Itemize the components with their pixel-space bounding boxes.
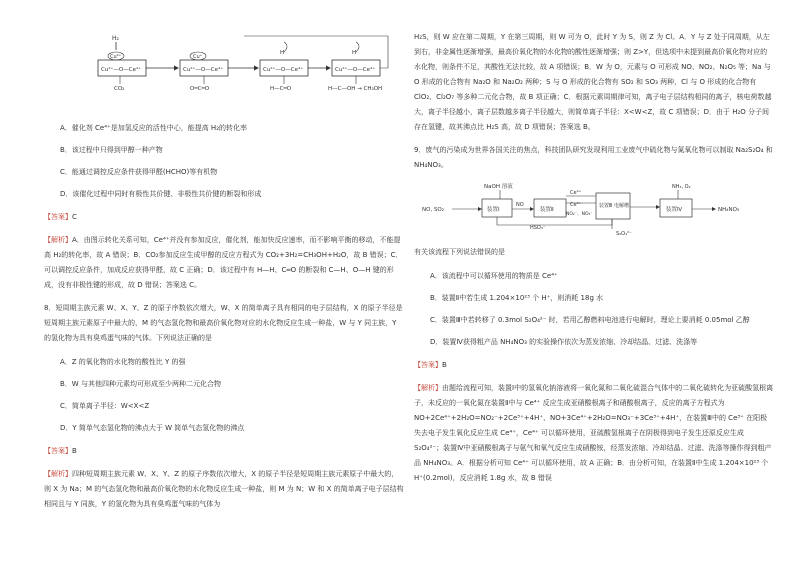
svg-text:NO₂⁻、NO₃⁻: NO₂⁻、NO₃⁻ <box>566 212 593 217</box>
svg-text:Ce⁴⁺: Ce⁴⁺ <box>570 190 582 196</box>
svg-text:NO: NO <box>516 202 524 208</box>
q8-option-b: B．W 与其他四种元素均可形成至少两种二元化合物 <box>60 380 221 388</box>
svg-text:H—C═O: H—C═O <box>270 86 292 92</box>
svg-text:装置Ⅳ: 装置Ⅳ <box>666 207 683 213</box>
svg-text:S₂O₄²⁻: S₂O₄²⁻ <box>616 231 632 237</box>
svg-text:Cu²⁺—O—Ce⁴⁺: Cu²⁺—O—Ce⁴⁺ <box>101 67 142 73</box>
option-a: A．催化剂 Ce⁴⁺是加氢反应的活性中心，能提高 H₂的转化率 <box>60 124 248 132</box>
svg-text:装置Ⅲ 电解槽: 装置Ⅲ 电解槽 <box>599 203 630 209</box>
q8-option-d: D．Y 简单气态氢化物的沸点大于 W 简单气态氢化物的沸点 <box>60 424 245 432</box>
option-b: B．该过程中只得到甲醇一种产物 <box>60 146 163 154</box>
svg-text:O═C═O: O═C═O <box>190 86 210 92</box>
svg-text:Cu²⁺—O—Ce⁴⁺: Cu²⁺—O—Ce⁴⁺ <box>263 67 304 73</box>
reactant-label: H₂ <box>112 35 119 42</box>
answer-q9: 【答案】B <box>414 361 447 369</box>
question-9: 9．废气的污染成为世界各国关注的焦点，科技团队研究发现利用工业废气中硫化物与氮氧化物可以制取 Na₂S₂O₄ 和 NH₄NO₃。 <box>414 146 773 169</box>
option-c: C．能通过调控反应条件获得甲醛(HCHO)等有机物 <box>60 168 218 176</box>
flow-diagram <box>420 179 760 239</box>
analysis-q7 <box>44 233 404 293</box>
q8-continued: H₂S，则 W 应在第二周期，Y 在第三周期，则 W 可为 O，此时 Y 为 S，则 Z 为 Cl。A．Y 与 Z 处于同周期，从左到右，非金属性逐渐增强，最高价氧化物的水化物的酸性逐渐增强；则 Z>Y，但选项中未提到最高价氧化物对应的水化物，则条件不足，其酸性无法比较，故 A 项错误；B．W 为 O，元素与 O 可形成 NO、NO₂、N₂O₅ 等；Na 与 O 形成的化合物有 Na₂O 和 Na₂O₂ 两种；S 与 O 形成的化合物有 SO₂ 和 SO₃ 两种，Cl 与 O 形成的化合物有 ClO₂、Cl₂O₇ 等多种二元化合物，故 B 项正确；C．根据元素周期律可知，离子电子层结构相同的离子，核电荷数越大，离子半径越小，离子层数越多离子半径越大，则简单离子半径：X<W<Z，故 C 项错误；D．由于 H₂O 分子间存在氢键，故其沸点比 H₂S 高，故 D 项错误；答案选 B。 <box>414 33 772 131</box>
svg-text:NaOH 溶液: NaOH 溶液 <box>484 184 513 190</box>
svg-text:NO, SO₂: NO, SO₂ <box>422 207 444 213</box>
question-8: 8．短周期主族元素 W、X、Y、Z 的原子序数依次增大，W、X 的简单离子具有相同的电子层结构，X 的原子半径是短周期主族元素原子中最大的，M 的气态氢化物和最高价氧化物对应的水化物反应生成一种盐，W 与 Y 同主族，Y 的氢化物为具有臭鸡蛋气味的气体。下列说法正确的是 <box>44 304 403 342</box>
svg-text:Ce³⁺: Ce³⁺ <box>570 202 582 208</box>
q9-option-c: C．装置Ⅲ中若转移了 0.3mol S₂O₄²⁻ 时，若用乙醇燃料电池进行电解时，理论上要消耗 0.05mol 乙醇 <box>430 316 750 324</box>
answer-q7 <box>44 210 404 225</box>
answer-value: C <box>72 213 77 221</box>
q8-option-c: C．简单离子半径：W<X<Z <box>60 402 150 410</box>
left-column <box>44 0 404 512</box>
q9-stem: 有关该流程下列说法错误的是 <box>414 248 505 256</box>
analysis-label: 【解析】 <box>44 236 72 244</box>
svg-text:Cu⁺: Cu⁺ <box>193 54 203 60</box>
svg-text:NH₄NO₃: NH₄NO₃ <box>718 207 740 213</box>
answer-label: 【答案】 <box>44 213 72 221</box>
svg-text:装置Ⅰ: 装置Ⅰ <box>487 207 500 213</box>
analysis-q8: 【解析】四种短周期主族元素 W、X、Y、Z 的原子序数依次增大，X 的原子半径是短周期主族元素原子中最大的，则 X 为 Na；M 的气态氢化物和最高价氧化物的水化物反应生成一种盐，则 M 为 N；W 和 X 的简单离子电子层结构相同且与 Y 同族，Y 的氢化物为具有臭鸡蛋气味的气体为 <box>44 470 404 508</box>
analysis-text: A．由图示转化关系可知，Ce⁴⁺并没有参加反应，催化剂，能加快反应速率，而不影响平衡的移动，不能提高 H₂的转化率，故 A 错误；B．CO₂参加反应生成甲醇的反应方程式为 CO₂+3H₂=CH₃OH+H₂O，故 B 错误；C．可以调控反应条件，加成反应获得甲醛，故 C 正确；D．该过程中有 H—H、C═O 的断裂和 C—H、O—H 键的形成，没有非极性键的形成，故 D 错误；答案选 C。 <box>44 236 403 289</box>
catalysis-diagram <box>94 32 394 114</box>
q8-option-a: A．Z 的氧化物的水化物的酸性比 Y 的强 <box>60 358 186 366</box>
q9-option-d: D．装置Ⅳ获得粗产品 NH₄NO₃ 的实验操作依次为蒸发浓缩、冷却结晶、过滤、洗涤等 <box>430 338 698 346</box>
right-column <box>414 0 774 486</box>
svg-text:Cu²⁺—O—Ce⁴⁺: Cu²⁺—O—Ce⁴⁺ <box>335 67 376 73</box>
q9-option-b: B．装置Ⅱ中若生成 1.204×10²³ 个 H⁺，则消耗 18g 水 <box>430 294 604 302</box>
analysis-q9: 【解析】由题给流程可知，装置Ⅰ中的氢氧化钠溶液将一氧化氮和二氧化硫混合气体中的二氧化硫转化为亚硫酸氢根离子，未反应的一氧化氮在装置Ⅱ中与 Ce⁴⁺ 反应生成亚硝酸根离子和硝酸根离子，反应的离子方程式为 NO+2Ce⁴⁺+2H₂O=NO₂⁻+2Ce³⁺+4H⁺、NO+3Ce⁴⁺+2H₂O=NO₃⁻+3Ce³⁺+4H⁺，在装置Ⅲ中的 Ce³⁺ 在阳极失去电子发生氧化反应生成 Ce⁴⁺，Ce⁴⁺ 可以循环使用，亚硫酸氢根离子在阴极得到电子发生还原反应生成 S₂O₄²⁻；装置Ⅳ中亚硝酸根离子与氨气和氧气反应生成硝酸铵，经蒸发浓缩、冷却结晶、过滤、洗涤等操作得到粗产品 NH₄NO₃。A．根据分析可知 Ce⁴⁺ 可以循环使用，故 A 正确；B．由分析可知，在装置Ⅱ中生成 1.204×10²³ 个 H⁺(0.2mol)，反应消耗 1.8g 水，故 B 错误 <box>414 384 774 482</box>
option-d: D．该催化过程中同时有极性共价键、非极性共价键的断裂和形成 <box>60 190 262 198</box>
q9-option-a: A．该流程中可以循环使用的物质是 Ce⁴⁺ <box>430 272 558 280</box>
svg-text:装置Ⅱ: 装置Ⅱ <box>540 207 554 213</box>
svg-text:H: H <box>280 50 285 56</box>
answer-q8: 【答案】B <box>44 447 77 455</box>
svg-text:Cu²⁺—O—Ce⁴⁺: Cu²⁺—O—Ce⁴⁺ <box>183 67 224 73</box>
svg-text:NH₃, O₂: NH₃, O₂ <box>672 184 691 190</box>
svg-text:H—C—OH → CH₃OH: H—C—OH → CH₃OH <box>328 86 383 92</box>
svg-text:HSO₃⁻: HSO₃⁻ <box>530 225 546 231</box>
svg-text:H: H <box>352 50 357 56</box>
svg-text:Cu²⁺: Cu²⁺ <box>110 54 122 60</box>
svg-text:CO₂: CO₂ <box>114 86 125 92</box>
